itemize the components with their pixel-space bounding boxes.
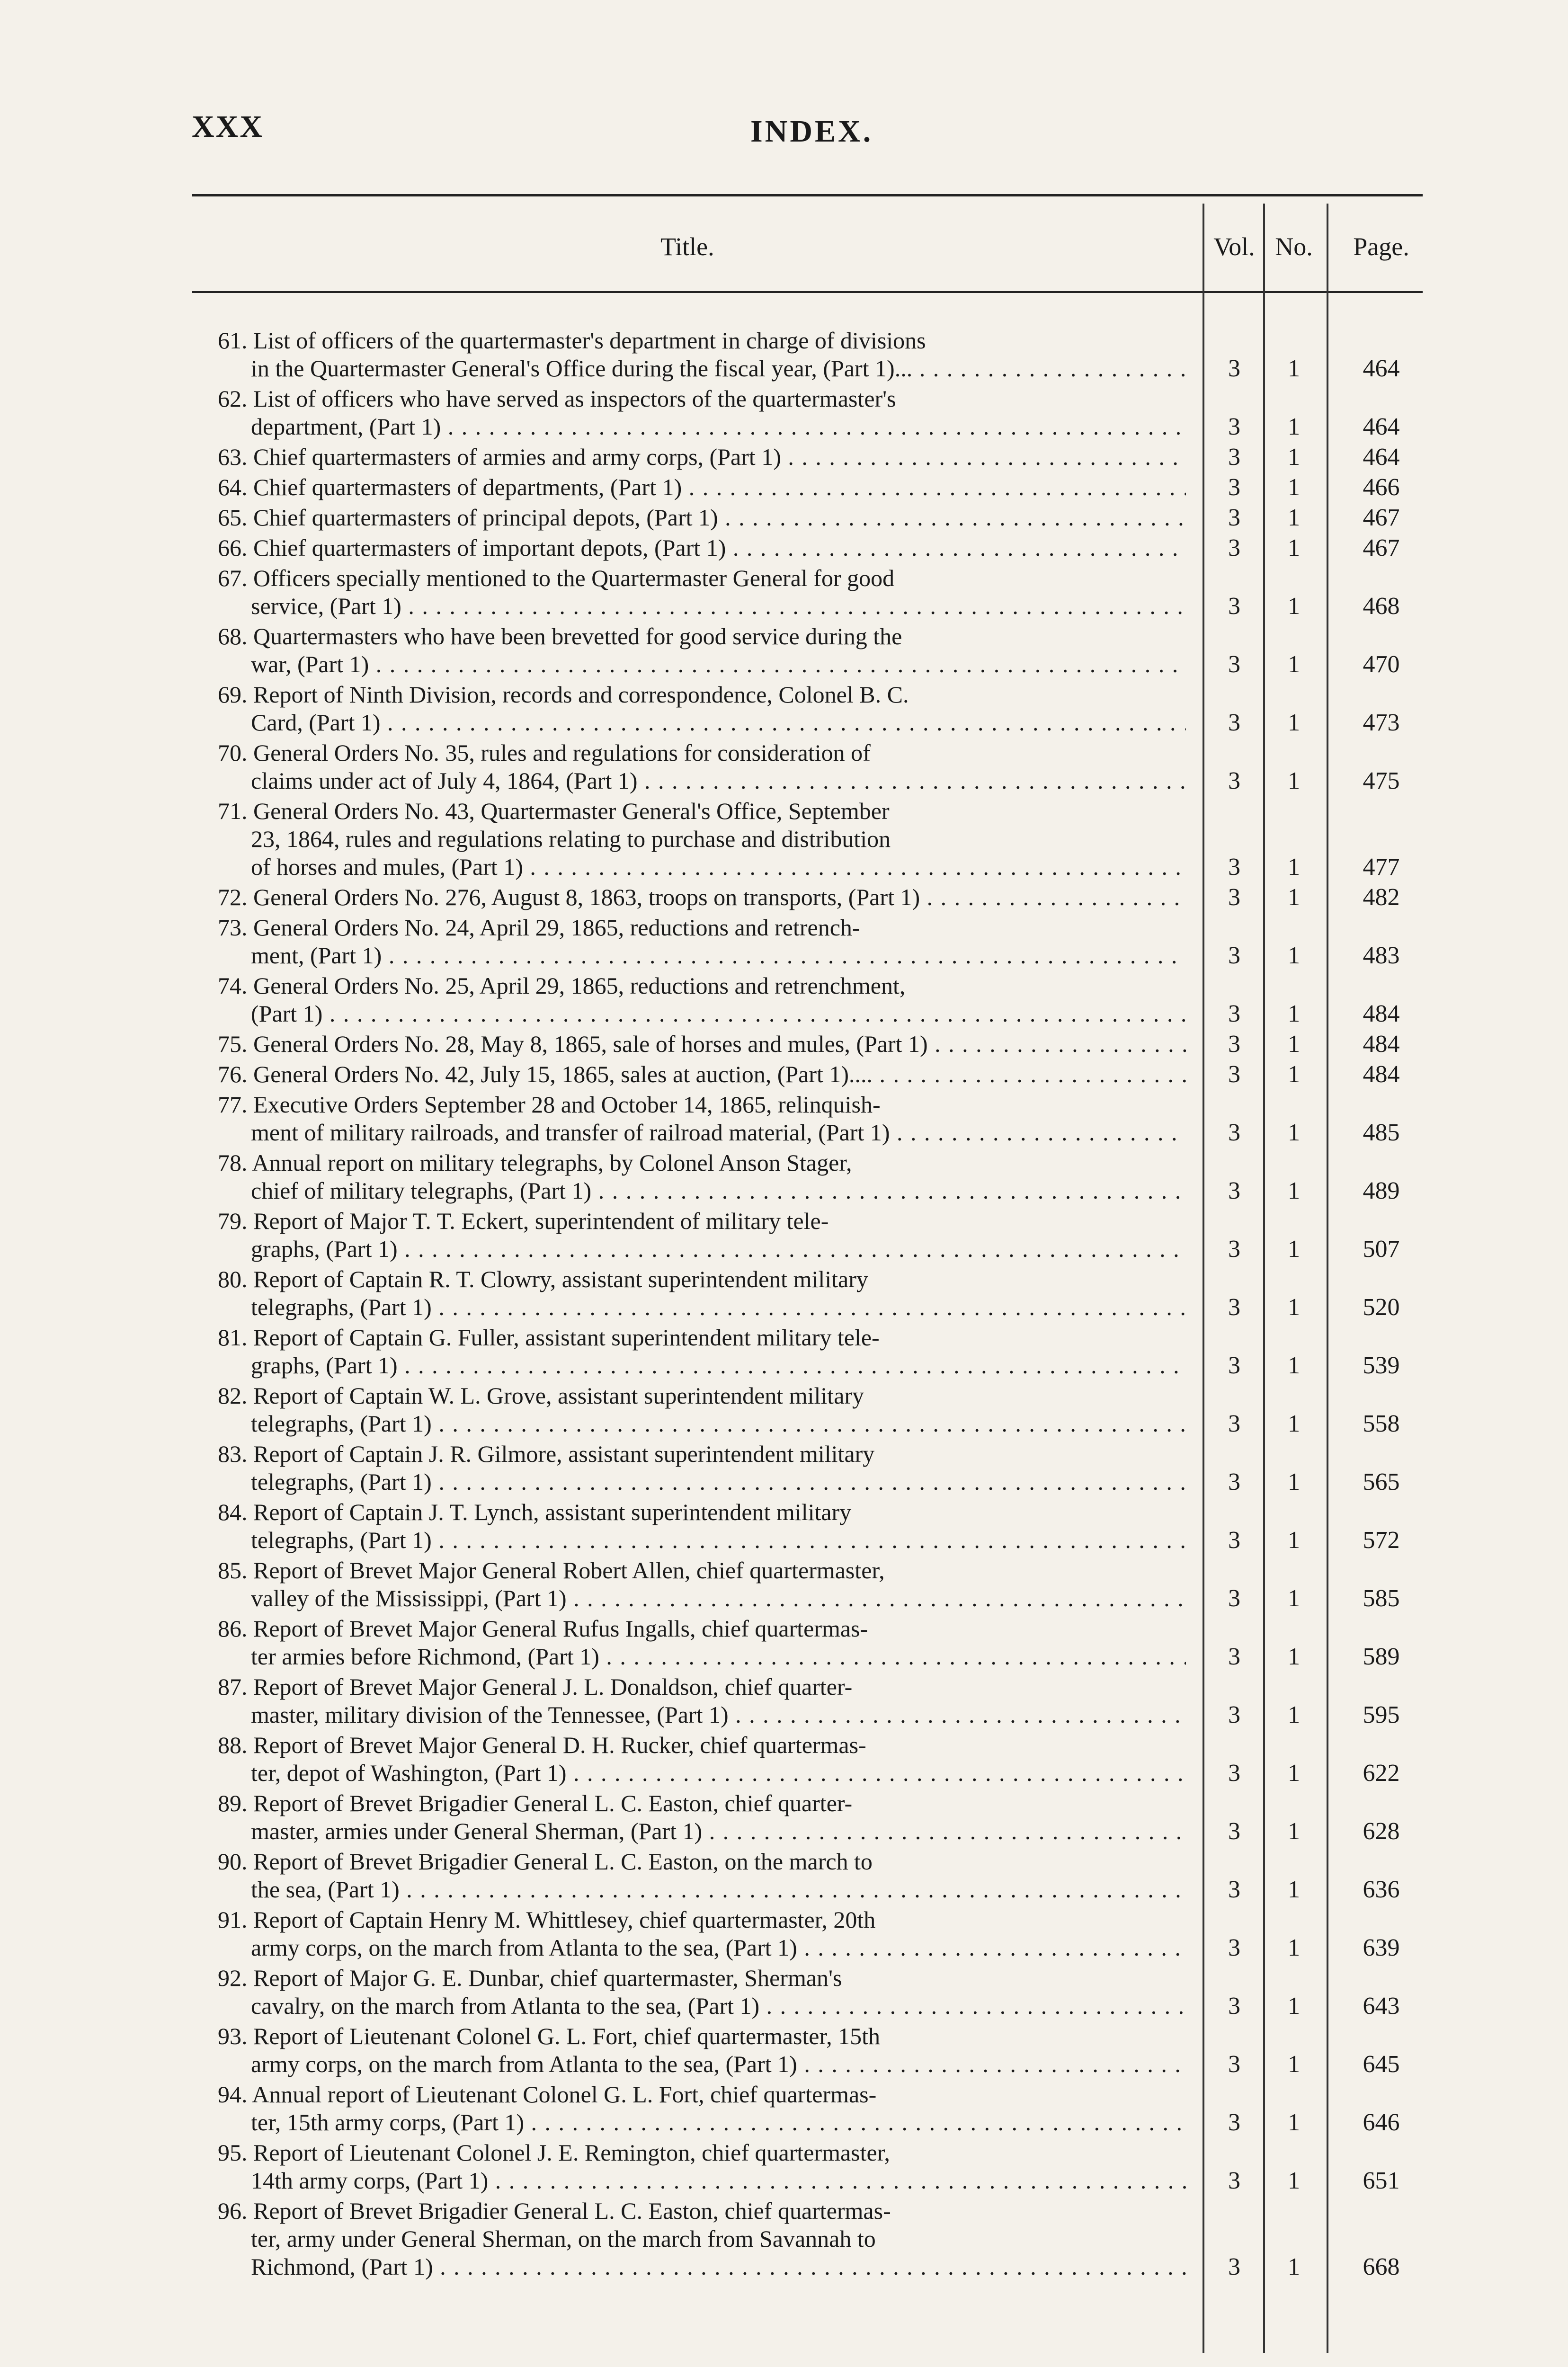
entry-title-line: 65. Chief quartermasters of principal depots, (Part 1) . . . (218, 504, 1186, 532)
entry-title-line: 23, 1864, rules and regulations relating to purchase and distribution (251, 826, 891, 852)
entry-title (218, 1673, 1186, 1729)
entry-vol: 3 (1228, 1934, 1240, 1961)
entry-no: 1 (1288, 1876, 1300, 1903)
entry-title-line: 94. Annual report of Lieutenant Colonel G. L. Fort, chief quartermas- (218, 2081, 877, 2108)
entry-vol: 3 (1228, 1061, 1240, 1088)
entry-title-line: 87. Report of Brevet Major General J. L. Donaldson, chief quarter- (218, 1673, 853, 1700)
entry-vol: 3 (1228, 593, 1240, 620)
entry-title (218, 1149, 1186, 1205)
page-number: XXX (192, 109, 264, 144)
entry-no: 1 (1288, 1000, 1300, 1027)
entry-no: 1 (1288, 1527, 1300, 1554)
entry-title-line: 72. General Orders No. 276, August 8, 1863, troops on transports, (Part 1) . . . (218, 883, 1186, 911)
entry-vol: 3 (1228, 2109, 1240, 2136)
entry-title-line: 68. Quartermasters who have been brevetted for good service during the (218, 623, 902, 650)
entry-title-line: 81. Report of Captain G. Fuller, assistant superintendent military tele- (218, 1324, 880, 1351)
entry-page: 646 (1363, 2109, 1400, 2136)
entry-no: 1 (1288, 474, 1300, 501)
entry-title (218, 1498, 1186, 1554)
entry-vol: 3 (1228, 1818, 1240, 1845)
entry-vol: 3 (1228, 709, 1240, 736)
entry-title-line: graphs, (Part 1) . . . (218, 1352, 1186, 1379)
entry-vol: 3 (1228, 504, 1240, 531)
entry-vol: 3 (1228, 1993, 1240, 2020)
entry-vol: 3 (1228, 1177, 1240, 1204)
entry-title-line: cavalry, on the march from Atlanta to the sea, (Part 1) . . . (218, 1992, 1186, 2020)
entry-title (218, 1964, 1186, 2020)
entry-title-line: 74. General Orders No. 25, April 29, 1865, reductions and retrenchment, (218, 972, 906, 999)
entry-title-line: 92. Report of Major G. E. Dunbar, chief quartermaster, Sherman's (218, 1965, 842, 1991)
entry-page: 651 (1363, 2167, 1400, 2194)
entry-no: 1 (1288, 1993, 1300, 2020)
entry-page: 484 (1363, 1061, 1400, 1088)
entry-title-line: 86. Report of Brevet Major General Rufus Ingalls, chief quartermas- (218, 1615, 868, 1642)
entry-title-line: Richmond, (Part 1) . . . (218, 2253, 1186, 2281)
column-header-page: Page. (1353, 232, 1409, 261)
entry-title-line: service, (Part 1) . . . (218, 592, 1186, 620)
entry-title-line: 82. Report of Captain W. L. Grove, assistant superintendent military (218, 1382, 864, 1409)
entry-title (218, 2081, 1186, 2136)
entry-title-line: ter, army under General Sherman, on the march from Savannah to (251, 2225, 876, 2252)
entry-page: 520 (1363, 1294, 1400, 1321)
entry-page: 485 (1363, 1119, 1400, 1146)
entry-page: 507 (1363, 1236, 1400, 1263)
entry-vol: 3 (1228, 1119, 1240, 1146)
entry-title-line: master, armies under General Sherman, (Part 1) . . . (218, 1817, 1186, 1845)
entry-no: 1 (1288, 942, 1300, 969)
entry-title-line: telegraphs, (Part 1) . . . (218, 1526, 1186, 1554)
entry-page: 482 (1363, 884, 1400, 911)
entry-title-line: 77. Executive Orders September 28 and October 14, 1865, relinquish- (218, 1091, 881, 1118)
entry-title-line: 73. General Orders No. 24, April 29, 1865, reductions and retrench- (218, 914, 860, 941)
entry-no: 1 (1288, 1061, 1300, 1088)
entry-title-line: 84. Report of Captain J. T. Lynch, assistant superintendent military (218, 1499, 852, 1525)
entry-no: 1 (1288, 1585, 1300, 1612)
entry-title-line: 80. Report of Captain R. T. Clowry, assistant superintendent military (218, 1266, 868, 1292)
entry-page: 589 (1363, 1643, 1400, 1670)
entry-page: 484 (1363, 1031, 1400, 1058)
entry-title (218, 504, 1186, 532)
entry-no: 1 (1288, 709, 1300, 736)
column-divider-page (1327, 204, 1328, 2353)
entry-title-line: 62. List of officers who have served as inspectors of the quartermaster's (218, 385, 896, 412)
entry-no: 1 (1288, 1177, 1300, 1204)
entry-title-line: (Part 1) . . . (218, 1000, 1186, 1028)
entry-no: 1 (1288, 1119, 1300, 1146)
entry-no: 1 (1288, 1352, 1300, 1379)
entry-vol: 3 (1228, 651, 1240, 678)
entry-page: 467 (1363, 534, 1400, 561)
entry-vol: 3 (1228, 1352, 1240, 1379)
entry-no: 1 (1288, 1236, 1300, 1263)
entry-page: 470 (1363, 651, 1400, 678)
entry-title (218, 1265, 1186, 1321)
entry-no: 1 (1288, 534, 1300, 561)
entry-title (218, 1091, 1186, 1147)
entry-title (218, 1615, 1186, 1671)
entry-title-line: 75. General Orders No. 28, May 8, 1865, sale of horses and mules, (Part 1) . . . (218, 1030, 1186, 1058)
entry-title-line: 66. Chief quartermasters of important depots, (Part 1) . . . (218, 534, 1186, 562)
entry-title-line: Card, (Part 1) . . . (218, 709, 1186, 737)
entry-no: 1 (1288, 2109, 1300, 2136)
entry-no: 1 (1288, 1031, 1300, 1058)
entry-title-line: ment, (Part 1) . . . (218, 942, 1186, 970)
entry-no: 1 (1288, 355, 1300, 382)
entry-title-line: 79. Report of Major T. T. Eckert, superintendent of military tele- (218, 1208, 829, 1234)
column-header-no: No. (1275, 232, 1313, 261)
entry-page: 466 (1363, 474, 1400, 501)
entry-vol: 3 (1228, 1294, 1240, 1321)
entry-title-line: claims under act of July 4, 1864, (Part 1) . . . (218, 767, 1186, 795)
entry-vol: 3 (1228, 1527, 1240, 1554)
entry-title-line: 61. List of officers of the quartermaster's department in charge of divisions (218, 327, 926, 354)
entry-title (218, 797, 1186, 881)
entry-title (218, 327, 1186, 383)
entry-page: 483 (1363, 942, 1400, 969)
entry-title-line: 90. Report of Brevet Brigadier General L. C. Easton, on the march to (218, 1848, 873, 1875)
entry-title-line: 69. Report of Ninth Division, records and correspondence, Colonel B. C. (218, 681, 909, 708)
entry-title-line: chief of military telegraphs, (Part 1) . . . (218, 1177, 1186, 1205)
entry-no: 1 (1288, 1410, 1300, 1437)
entry-page: 572 (1363, 1527, 1400, 1554)
entry-no: 1 (1288, 1934, 1300, 1961)
page-title: INDEX. (750, 114, 873, 149)
entry-title (218, 2022, 1186, 2078)
entry-title-line: 89. Report of Brevet Brigadier General L. C. Easton, chief quarter- (218, 1790, 853, 1816)
entry-vol: 3 (1228, 1031, 1240, 1058)
entry-vol: 3 (1228, 884, 1240, 911)
entry-title-line: 88. Report of Brevet Major General D. H. Rucker, chief quartermas- (218, 1732, 866, 1758)
entry-title (218, 972, 1186, 1028)
entry-no: 1 (1288, 444, 1300, 471)
top-rule (192, 194, 1423, 196)
entry-page: 636 (1363, 1876, 1400, 1903)
entry-title (218, 2139, 1186, 2195)
entry-title-line: valley of the Mississippi, (Part 1) . . . (218, 1584, 1186, 1612)
entry-title-line: army corps, on the march from Atlanta to the sea, (Part 1) . . . (218, 1934, 1186, 1962)
entry-page: 475 (1363, 767, 1400, 794)
entry-title (218, 623, 1186, 678)
entry-title-line: 96. Report of Brevet Brigadier General L. C. Easton, chief quartermas- (218, 2198, 891, 2224)
entry-title (218, 1060, 1186, 1088)
entry-title (218, 914, 1186, 970)
entry-page: 467 (1363, 504, 1400, 531)
entry-title-line: 63. Chief quartermasters of armies and army corps, (Part 1) . . . (218, 443, 1186, 471)
entry-page: 484 (1363, 1000, 1400, 1027)
entry-no: 1 (1288, 1294, 1300, 1321)
entry-title (218, 564, 1186, 620)
entry-page: 585 (1363, 1585, 1400, 1612)
entry-title-line: in the Quartermaster General's Office during the fiscal year, (Part 1)... . . . (218, 355, 1186, 383)
entry-page: 645 (1363, 2051, 1400, 2078)
entry-no: 1 (1288, 593, 1300, 620)
entry-title-line: ter, 15th army corps, (Part 1) . . . (218, 2109, 1186, 2136)
column-divider-vol (1203, 204, 1204, 2353)
entry-title-line: army corps, on the march from Atlanta to the sea, (Part 1) . . . (218, 2050, 1186, 2078)
entry-title (218, 1731, 1186, 1787)
entry-page: 464 (1363, 355, 1400, 382)
entry-no: 1 (1288, 2253, 1300, 2280)
entry-page: 595 (1363, 1701, 1400, 1728)
entry-no: 1 (1288, 1818, 1300, 1845)
entry-title-line: department, (Part 1) . . . (218, 413, 1186, 441)
column-header-vol: Vol. (1213, 232, 1255, 261)
entry-page: 468 (1363, 593, 1400, 620)
entry-title (218, 385, 1186, 441)
entry-no: 1 (1288, 854, 1300, 881)
entry-vol: 3 (1228, 2167, 1240, 2194)
entry-title-line: ment of military railroads, and transfer of railroad material, (Part 1) . . . (218, 1119, 1186, 1147)
entry-no: 1 (1288, 1468, 1300, 1495)
entry-page: 539 (1363, 1352, 1400, 1379)
entry-vol: 3 (1228, 413, 1240, 440)
entry-page: 622 (1363, 1760, 1400, 1787)
entry-vol: 3 (1228, 1876, 1240, 1903)
entry-title (218, 883, 1186, 911)
entry-title-line: graphs, (Part 1) . . . (218, 1235, 1186, 1263)
entry-title-line: 70. General Orders No. 35, rules and regulations for consideration of (218, 739, 871, 766)
entry-vol: 3 (1228, 767, 1240, 794)
entry-title-line: 67. Officers specially mentioned to the Quartermaster General for good (218, 565, 895, 591)
entry-vol: 3 (1228, 1585, 1240, 1612)
entry-title-line: 93. Report of Lieutenant Colonel G. L. Fort, chief quartermaster, 15th (218, 2023, 881, 2049)
entry-no: 1 (1288, 884, 1300, 911)
entry-title-line: of horses and mules, (Part 1) . . . (218, 853, 1186, 881)
entry-no: 1 (1288, 1643, 1300, 1670)
entry-title-line: war, (Part 1) . . . (218, 650, 1186, 678)
entry-vol: 3 (1228, 1643, 1240, 1670)
entry-no: 1 (1288, 767, 1300, 794)
entry-title-line: 76. General Orders No. 42, July 15, 1865, sales at auction, (Part 1).... . . . (218, 1060, 1186, 1088)
column-divider-no (1263, 204, 1265, 2353)
entry-title-line: master, military division of the Tennessee, (Part 1) . . . (218, 1701, 1186, 1729)
entry-no: 1 (1288, 2167, 1300, 2194)
entry-vol: 3 (1228, 474, 1240, 501)
entry-title (218, 681, 1186, 737)
entry-title (218, 1382, 1186, 1438)
entry-page: 639 (1363, 1934, 1400, 1961)
entry-title-line: telegraphs, (Part 1) . . . (218, 1468, 1186, 1496)
entry-title-line: 85. Report of Brevet Major General Robert Allen, chief quartermaster, (218, 1557, 885, 1584)
entry-vol: 3 (1228, 2253, 1240, 2280)
entry-page: 464 (1363, 444, 1400, 471)
entry-vol: 3 (1228, 355, 1240, 382)
entry-title (218, 473, 1186, 501)
entry-page: 565 (1363, 1468, 1400, 1495)
entry-title (218, 1848, 1186, 1904)
entry-title-line: 14th army corps, (Part 1) . . . (218, 2167, 1186, 2195)
entry-page: 464 (1363, 413, 1400, 440)
entry-title-line: ter armies before Richmond, (Part 1) . . . (218, 1643, 1186, 1671)
entry-vol: 3 (1228, 1760, 1240, 1787)
entry-title-line: 71. General Orders No. 43, Quartermaster General's Office, September (218, 798, 890, 824)
entry-page: 668 (1363, 2253, 1400, 2280)
entry-title-line: 83. Report of Captain J. R. Gilmore, assistant superintendent military (218, 1441, 875, 1467)
entry-page: 643 (1363, 1993, 1400, 2020)
entry-vol: 3 (1228, 444, 1240, 471)
entry-no: 1 (1288, 2051, 1300, 2078)
column-header-title: Title. (660, 232, 714, 261)
entry-vol: 3 (1228, 1701, 1240, 1728)
entry-title (218, 739, 1186, 795)
entry-title-line: 64. Chief quartermasters of departments, (Part 1) . . . (218, 473, 1186, 501)
entry-title (218, 1789, 1186, 1845)
entry-vol: 3 (1228, 1468, 1240, 1495)
entry-no: 1 (1288, 504, 1300, 531)
entry-no: 1 (1288, 1760, 1300, 1787)
header-rule (192, 291, 1423, 293)
entry-title (218, 1030, 1186, 1058)
entry-title-line: telegraphs, (Part 1) . . . (218, 1293, 1186, 1321)
entry-title-line: the sea, (Part 1) . . . (218, 1876, 1186, 1904)
entry-title (218, 1440, 1186, 1496)
entry-vol: 3 (1228, 534, 1240, 561)
entry-title (218, 1906, 1186, 1962)
entry-title (218, 534, 1186, 562)
entry-title-line: 78. Annual report on military telegraphs, by Colonel Anson Stager, (218, 1149, 852, 1176)
entry-title (218, 1207, 1186, 1263)
entry-no: 1 (1288, 1701, 1300, 1728)
entry-vol: 3 (1228, 1000, 1240, 1027)
entry-page: 558 (1363, 1410, 1400, 1437)
entry-title (218, 2197, 1186, 2281)
entry-page: 473 (1363, 709, 1400, 736)
entry-title-line: telegraphs, (Part 1) . . . (218, 1410, 1186, 1438)
entry-title (218, 443, 1186, 471)
entry-vol: 3 (1228, 1236, 1240, 1263)
entry-title-line: 95. Report of Lieutenant Colonel J. E. Remington, chief quartermaster, (218, 2139, 890, 2166)
entry-title-line: ter, depot of Washington, (Part 1) . . . (218, 1759, 1186, 1787)
entry-title (218, 1324, 1186, 1379)
entry-no: 1 (1288, 413, 1300, 440)
entry-page: 489 (1363, 1177, 1400, 1204)
entry-title (218, 1557, 1186, 1612)
entry-vol: 3 (1228, 1410, 1240, 1437)
entry-page: 628 (1363, 1818, 1400, 1845)
entry-vol: 3 (1228, 854, 1240, 881)
entry-vol: 3 (1228, 2051, 1240, 2078)
entry-no: 1 (1288, 651, 1300, 678)
entry-title-line: 91. Report of Captain Henry M. Whittlesey, chief quartermaster, 20th (218, 1906, 876, 1933)
entry-vol: 3 (1228, 942, 1240, 969)
entry-page: 477 (1363, 854, 1400, 881)
